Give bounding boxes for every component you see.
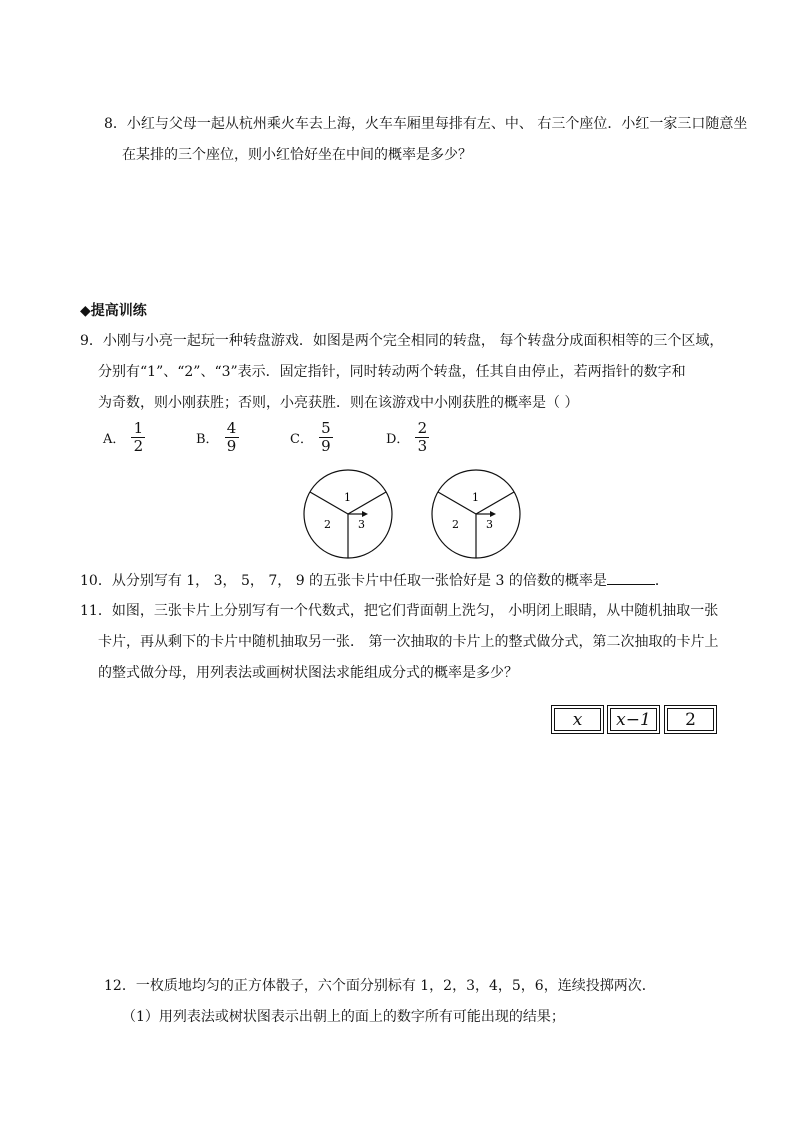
option-a-denominator: 2: [133, 437, 144, 455]
option-c-fraction: [319, 420, 333, 455]
option-a[interactable]: [103, 420, 145, 455]
q10-text: 10．从分别写有 1， 3， 5， 7， 9 的五张卡片中任取一张恰好是 3 的倍数的概率是: [80, 573, 607, 589]
spinner-right-label-1: 1: [472, 491, 479, 504]
spinner-left-label-1: 1: [344, 491, 351, 504]
option-b-fraction: [225, 420, 239, 455]
option-d[interactable]: [386, 420, 429, 455]
option-b-denominator: 9: [226, 437, 237, 455]
spinner-right: [432, 470, 520, 558]
card-x: [551, 705, 604, 734]
card-x-minus-1: [607, 705, 660, 734]
option-b[interactable]: [196, 420, 239, 455]
q10-answer-blank[interactable]: [607, 570, 655, 585]
q10-end: ．: [654, 573, 669, 589]
option-b-numerator: 4: [226, 419, 237, 437]
spinner-left: [304, 470, 392, 558]
option-d-fraction: [415, 420, 429, 455]
q12-line-2: （1）用列表法或树状图表示出朝上的面上的数字所有可能出现的结果；: [122, 1009, 565, 1025]
option-c-numerator: 5: [321, 419, 331, 437]
card-x-minus-1-text: x−1: [616, 709, 651, 730]
card-x-text: x: [572, 709, 583, 730]
q8-line-1: 8．小红与父母一起从杭州乘火车去上海，火车车厢里每排有左、中、 右三个座位．小红一家三口随意坐: [104, 116, 748, 132]
q10-line: [80, 570, 669, 591]
option-c-denominator: 9: [321, 437, 331, 455]
spinner-left-label-2: 2: [324, 518, 331, 531]
option-d-label: D．: [386, 432, 410, 447]
spinner-figure: [300, 468, 540, 564]
spinner-left-label-3: 3: [358, 518, 365, 531]
section-title: ◆提高训练: [80, 303, 147, 319]
q9-line-3: 为奇数，则小刚获胜；否则，小亮获胜．则在该游戏中小刚获胜的概率是（ ）: [98, 395, 579, 411]
option-b-label: B．: [196, 432, 219, 447]
option-c[interactable]: [290, 420, 333, 455]
option-a-fraction: [131, 420, 145, 455]
q11-line-1: 11．如图，三张卡片上分别写有一个代数式，把它们背面朝上洗匀， 小明闭上眼睛，从中随机抽取一张: [80, 603, 719, 619]
q12-line-1: 12．一枚质地均匀的正方体骰子，六个面分别标有 1，2，3，4，5，6，连续投掷两次．: [104, 978, 656, 994]
option-a-numerator: 1: [133, 419, 144, 437]
option-d-denominator: 3: [417, 437, 428, 455]
option-a-label: A．: [103, 432, 126, 447]
card-2-text: 2: [685, 709, 696, 730]
q9-line-1: 9．小刚与小亮一起玩一种转盘游戏．如图是两个完全相同的转盘， 每个转盘分成面积相等的三个区域，: [80, 333, 724, 349]
option-d-numerator: 2: [417, 419, 428, 437]
q11-line-3: 的整式做分母，用列表法或画树状图法求能组成分式的概率是多少？: [98, 665, 518, 681]
option-c-label: C．: [290, 432, 313, 447]
q11-line-2: 卡片，再从剩下的卡片中随机抽取另一张． 第一次抽取的卡片上的整式做分式，第二次抽取的卡片上: [98, 634, 719, 650]
q8-line-2: 在某排的三个座位，则小红恰好坐在中间的概率是多少？: [122, 147, 472, 163]
spinner-right-label-3: 3: [486, 518, 493, 531]
card-2: [664, 705, 717, 734]
q9-line-2: 分别有“1”、“2”、“3”表示．固定指针，同时转动两个转盘，任其自由停止，若两指针的数字和: [98, 364, 686, 380]
spinner-right-label-2: 2: [452, 518, 459, 531]
